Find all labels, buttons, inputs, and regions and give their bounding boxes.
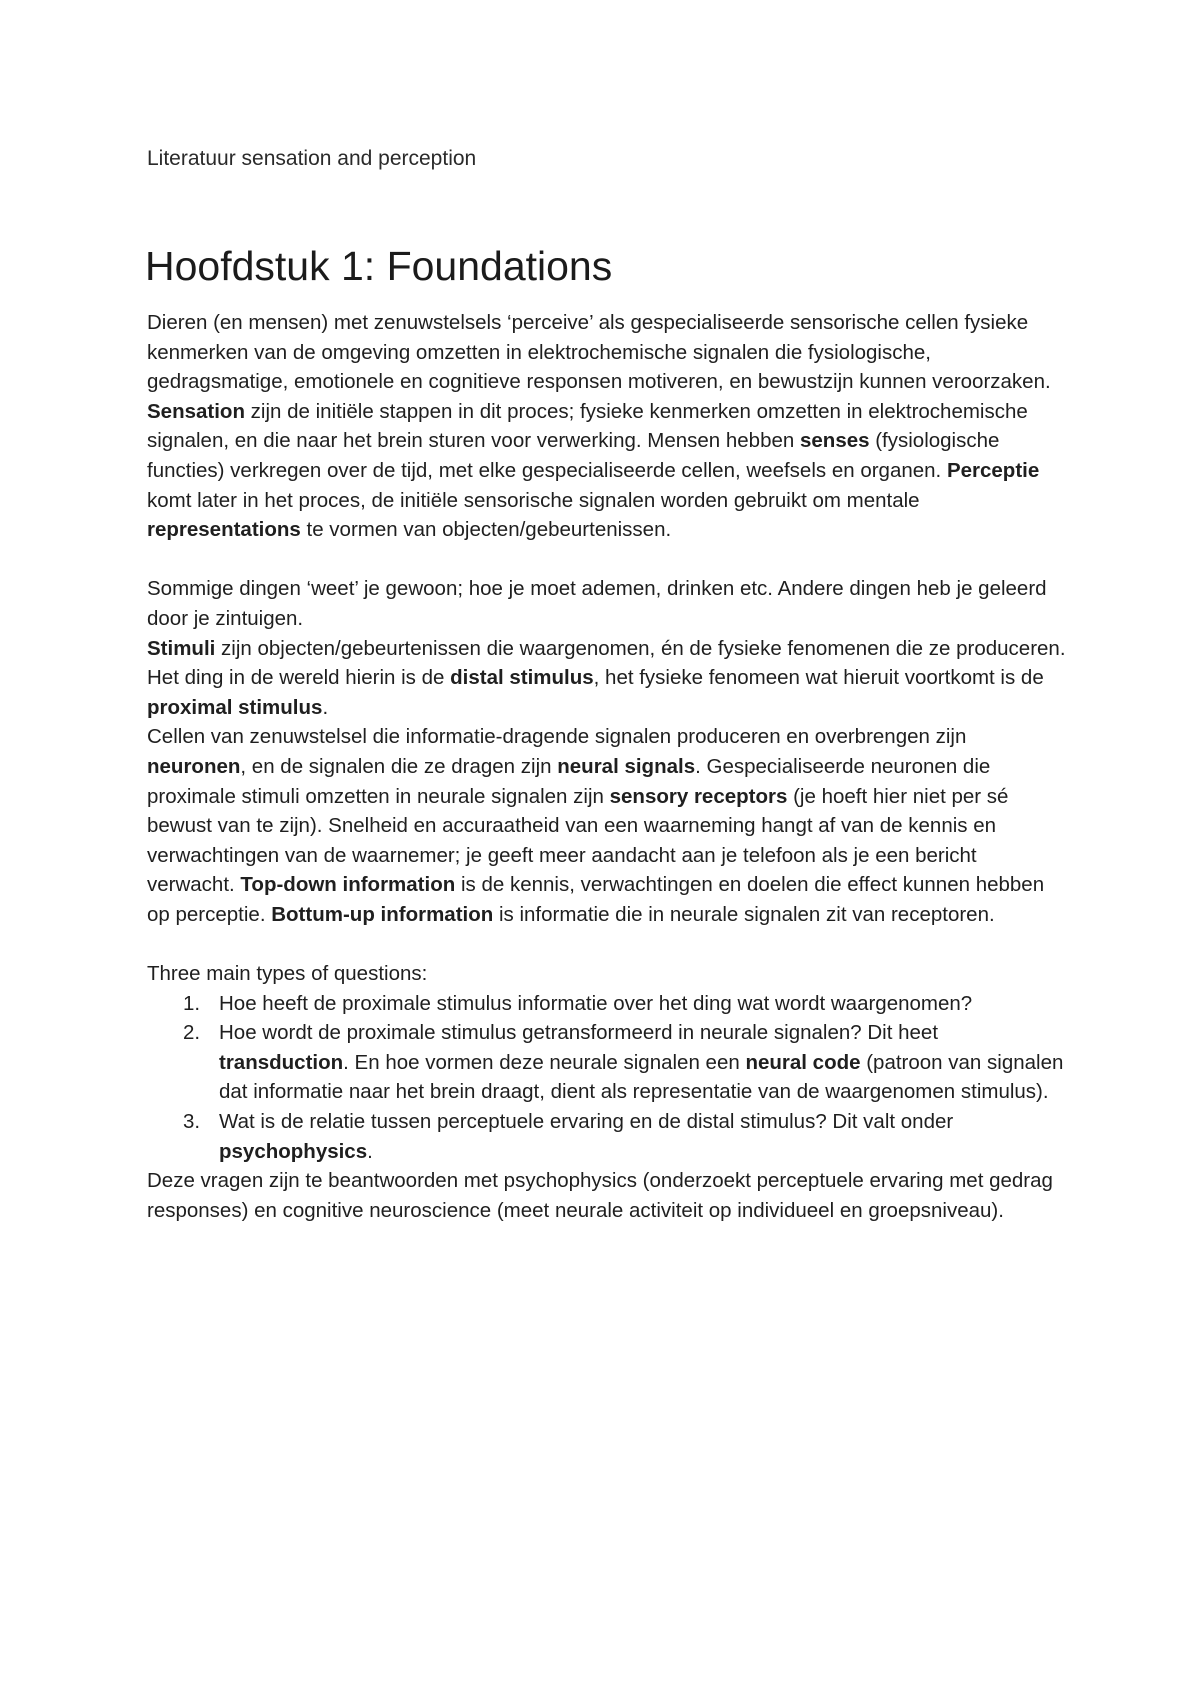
term-transduction: transduction (219, 1050, 344, 1074)
term-representations: representations (147, 518, 301, 542)
list-item: 1. Hoe heeft de proximale stimulus informatie over het ding wat wordt waargenomen? (147, 989, 1067, 1019)
term-proximal-stimulus: proximal stimulus (147, 695, 323, 719)
list-number: 3. (183, 1110, 201, 1134)
term-senses: senses (800, 429, 870, 453)
term-stimuli: Stimuli (147, 636, 216, 660)
closing-paragraph: Deze vragen zijn te beantwoorden met psychophysics (onderzoekt perceptuele ervaring met gedrag responses) en cognitive neuroscience (meet neurale activiteit op individueel en groepsniveau). (147, 1169, 1053, 1222)
term-distal-stimulus: distal stimulus (450, 666, 594, 690)
term-neural-signals: neural signals (557, 754, 696, 778)
list-item: 2. Hoe wordt de proximale stimulus getransformeerd in neurale signalen? Dit heet transduction. En hoe vormen deze neurale signalen een neural code (patroon van signalen dat informatie naar het brein draagt, dient als representatie van de waargenomen stimulus). (147, 1018, 1067, 1107)
list-number: 2. (183, 1021, 201, 1045)
sensation-paragraph: Sensation zijn de initiële stappen in dit proces; fysieke kenmerken omzetten in elektrochemische signalen, en die naar het brein sturen voor verwerking. Mensen hebben senses (fysiologische functies) verkregen over de tijd, met elke gespecialiseerde cellen, weefsels en organen. Perceptie komt later in het proces, de initiële sensorische signalen worden gebruikt om mentale representations te vormen van objecten/gebeurtenissen. (147, 399, 1040, 542)
questions-list (147, 989, 1067, 1167)
questions-intro: Three main types of questions: (147, 962, 428, 986)
term-top-down: Top-down information (240, 873, 456, 897)
term-neuronen: neuronen (147, 754, 241, 778)
term-neural-code: neural code (745, 1050, 861, 1074)
paragraph-spacer (147, 545, 1067, 575)
term-bottom-up: Bottum-up information (271, 902, 494, 926)
intro-paragraph: Dieren (en mensen) met zenuwstelsels ‘perceive’ als gespecialiseerde sensorische cellen fysieke kenmerken van de omgeving omzetten in elektrochemische signalen die fysiologische, gedragsmatige, emotionele en cognitieve responsen motiveren, en bewustzijn kunnen veroorzaken. (147, 311, 1051, 394)
list-item: 3. Wat is de relatie tussen perceptuele ervaring en de distal stimulus? Dit valt onder psychophysics. (147, 1107, 1067, 1166)
document-label: Literatuur sensation and perception (147, 147, 477, 170)
neurons-paragraph: Cellen van zenuwstelsel die informatie-dragende signalen produceren en overbrengen zijn neuronen, en de signalen die ze dragen zijn neural signals. Gespecialiseerde neuronen die proximale stimuli omzetten in neurale signalen zijn sensory receptors (je hoeft hier niet per sé bewust van te zijn). Snelheid en accuraatheid van een waarneming hangt af van de kennis en verwachtingen van de waarnemer; je geeft meer aandacht aan je telefoon als je een bericht verwacht. Top-down information is de kennis, verwachtingen en doelen die effect kunnen hebben op perceptie. Bottum-up information is informatie die in neurale signalen zit van receptoren. (147, 725, 1045, 926)
document-body (147, 308, 1067, 1225)
chapter-heading: Hoofdstuk 1: Foundations (145, 243, 613, 289)
stimuli-paragraph: Stimuli zijn objecten/gebeurtenissen die waargenomen, én de fysieke fenomenen die ze produceren. Het ding in de wereld hierin is de distal stimulus, het fysieke fenomeen wat hieruit voortkomt is de proximal stimulus. (147, 636, 1066, 719)
term-psychophysics: psychophysics (219, 1139, 368, 1163)
term-sensory-receptors: sensory receptors (609, 784, 788, 808)
paragraph-spacer (147, 929, 1067, 959)
term-perceptie: Perceptie (946, 458, 1040, 482)
knowledge-paragraph: Sommige dingen ‘weet’ je gewoon; hoe je moet ademen, drinken etc. Andere dingen heb je geleerd door je zintuigen. (147, 577, 1047, 630)
list-number: 1. (183, 991, 201, 1015)
term-sensation: Sensation (147, 399, 245, 423)
